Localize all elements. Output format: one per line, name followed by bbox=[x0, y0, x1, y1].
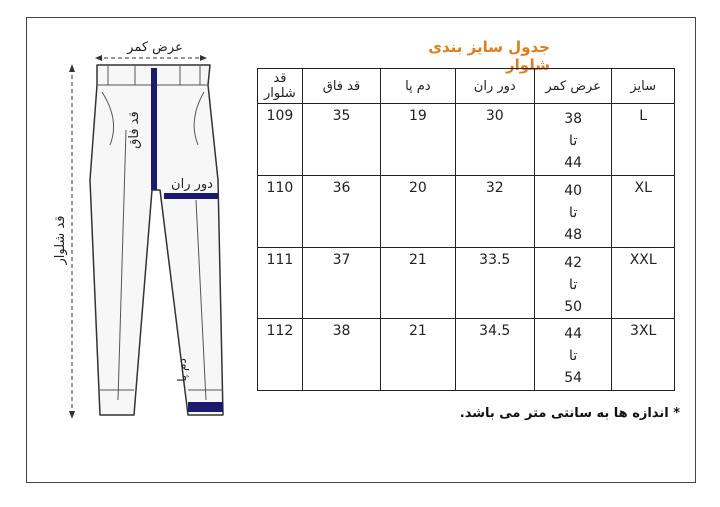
trousers-diagram bbox=[40, 30, 240, 420]
header-thigh: دور ران bbox=[455, 69, 534, 104]
cell-size: XL bbox=[612, 175, 675, 247]
cell-rise: 37 bbox=[302, 247, 380, 319]
waist-to: 50 bbox=[564, 298, 583, 315]
waist-to: 48 bbox=[564, 226, 583, 243]
waist-to: 54 bbox=[564, 370, 583, 387]
rise-label: قد فاق bbox=[127, 111, 142, 149]
cell-hem: 19 bbox=[381, 104, 455, 176]
thigh-label: دور ران bbox=[171, 177, 213, 192]
table-row bbox=[258, 104, 675, 176]
cell-length: 109 bbox=[258, 104, 303, 176]
waist-from: 44 bbox=[564, 326, 583, 343]
cell-thigh: 33.5 bbox=[455, 247, 534, 319]
cell-length: 112 bbox=[258, 319, 303, 391]
units-note: * اندازه ها به سانتی متر می باشد. bbox=[459, 406, 680, 421]
waist-from: 42 bbox=[564, 254, 583, 271]
waist-from: 40 bbox=[564, 182, 583, 199]
length-arrow-head-top bbox=[69, 64, 75, 72]
cell-waist bbox=[534, 175, 611, 247]
waist-label: عرض کمر bbox=[127, 40, 183, 55]
header-hem: دم پا bbox=[381, 69, 455, 104]
cell-size: 3XL bbox=[612, 319, 675, 391]
cell-thigh: 34.5 bbox=[455, 319, 534, 391]
waist-arrow-head-left bbox=[95, 55, 102, 61]
cell-rise: 36 bbox=[302, 175, 380, 247]
page-title: جدول سایز بندی شلوار bbox=[428, 38, 550, 74]
waist-sep: تا bbox=[569, 276, 578, 293]
table-header-row bbox=[258, 69, 675, 104]
cell-rise: 35 bbox=[302, 104, 380, 176]
cell-rise: 38 bbox=[302, 319, 380, 391]
size-table bbox=[257, 68, 675, 391]
header-size: سایز bbox=[612, 69, 675, 104]
cell-waist bbox=[534, 247, 611, 319]
waist-arrow-head-right bbox=[200, 55, 207, 61]
table-row bbox=[258, 247, 675, 319]
waist-sep: تا bbox=[569, 133, 578, 149]
header-rise: قد فاق bbox=[302, 69, 380, 104]
hem-label: دم پا bbox=[175, 358, 189, 382]
waist-sep: تا bbox=[569, 348, 578, 365]
thigh-highlight bbox=[164, 193, 218, 199]
rise-highlight bbox=[151, 68, 157, 190]
cell-thigh: 30 bbox=[455, 104, 534, 176]
cell-thigh: 32 bbox=[455, 175, 534, 247]
table-row bbox=[258, 175, 675, 247]
waist-to: 44 bbox=[564, 155, 583, 171]
header-length: قد شلوار bbox=[258, 69, 303, 104]
waist-sep: تا bbox=[569, 204, 578, 221]
cell-hem: 20 bbox=[381, 175, 455, 247]
table-row bbox=[258, 319, 675, 391]
cell-hem: 21 bbox=[381, 319, 455, 391]
length-arrow-head-bottom bbox=[69, 411, 75, 419]
header-waist: عرض کمر bbox=[534, 69, 611, 104]
length-label: قد شلوار bbox=[53, 215, 68, 265]
cell-size: L bbox=[612, 104, 675, 176]
hem-highlight bbox=[188, 402, 223, 412]
cell-waist bbox=[534, 104, 611, 176]
cell-length: 110 bbox=[258, 175, 303, 247]
waist-from: 38 bbox=[564, 111, 583, 127]
cell-size: XXL bbox=[612, 247, 675, 319]
cell-length: 111 bbox=[258, 247, 303, 319]
cell-waist bbox=[534, 319, 611, 391]
cell-hem: 21 bbox=[381, 247, 455, 319]
